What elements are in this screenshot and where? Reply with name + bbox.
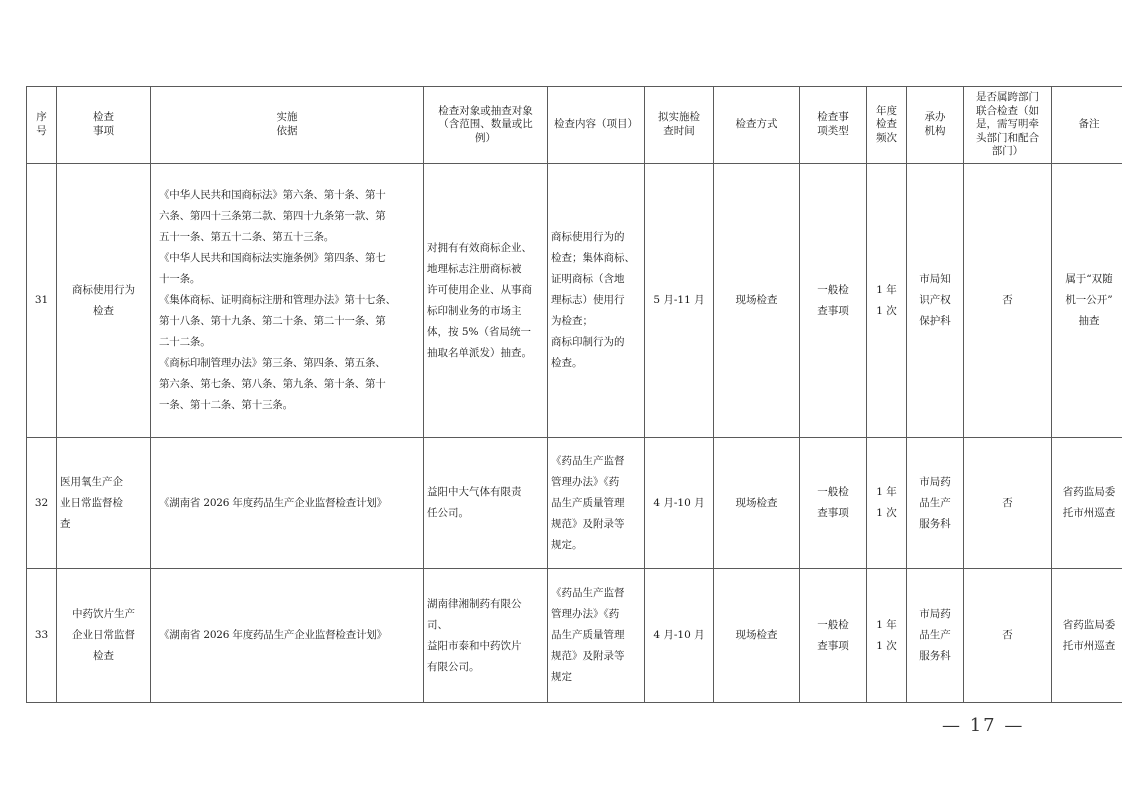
legal-basis: [151, 164, 424, 438]
cell-line: 《药品生产监督: [551, 587, 625, 599]
row-number: 33: [27, 569, 57, 703]
table-row: [27, 569, 1122, 703]
header-basis: [151, 87, 424, 164]
cell-line: 是，需写明牵: [976, 118, 1039, 131]
header-row: [27, 87, 1122, 164]
inspection-plan-table: [26, 86, 1122, 703]
cell-line: 体，按 5%（省局统一: [427, 325, 531, 338]
cell-line: 规定。: [551, 538, 583, 551]
cell-line: 一条、第十二条、第十三条。: [159, 399, 293, 411]
inspection-time: [645, 164, 714, 438]
cell-line: 规定: [551, 671, 572, 683]
cell-line: 1 次: [876, 639, 897, 652]
cell-line: 承办: [924, 111, 946, 124]
remark: [1052, 438, 1122, 569]
cell-line: 联合检查（如: [976, 104, 1039, 117]
cell-line: 现场检查: [735, 496, 778, 509]
annual-frequency: [867, 164, 907, 438]
cell-line: 《湖南省 2026 年度药品生产企业监督检查计划》: [159, 629, 387, 641]
cell-line: 1 次: [876, 304, 897, 317]
header-time: [645, 87, 714, 164]
header-joint-inspection: [964, 87, 1052, 164]
cell-line: 抽查: [1078, 315, 1100, 327]
row-number: 31: [27, 164, 57, 438]
cell-line: 有限公司。: [427, 660, 480, 673]
cell-line: 部门）: [991, 145, 1024, 158]
header-no: [27, 87, 57, 164]
cell-line: 商标使用行为的: [551, 231, 625, 243]
inspection-item: [57, 569, 151, 703]
header-frequency: [867, 87, 907, 164]
cell-line: 商标使用行为: [72, 283, 135, 296]
cell-line: 是否属跨部门: [976, 90, 1039, 103]
header-method: [714, 87, 800, 164]
cell-line: 证明商标（含地: [551, 273, 625, 285]
cell-line: 检查；集体商标、: [551, 252, 635, 264]
inspection-item: [57, 438, 151, 569]
cell-line: 服务科: [919, 517, 951, 530]
cell-line: 拟实施检: [658, 111, 700, 124]
item-type: [800, 438, 867, 569]
cell-line: 抽取名单派发）抽查。: [427, 346, 532, 359]
cell-line: 司、: [427, 618, 448, 631]
cell-line: 现场检查: [735, 629, 778, 641]
cell-line: 检查内容（项目）: [554, 118, 638, 131]
cell-line: 一般检: [817, 486, 849, 498]
cell-line: 托市州巡查: [1062, 507, 1116, 519]
cell-line: 检查事: [817, 111, 849, 124]
cell-line: 规范》及附录等: [551, 517, 625, 530]
cell-line: 管理办法》《药: [551, 475, 620, 488]
cell-line: 检查: [876, 118, 897, 131]
cell-line: 第六条、第七条、第八条、第九条、第十条、第十: [159, 378, 386, 390]
cell-line: 检查: [93, 111, 114, 124]
cell-line: 《湖南省 2026 年度药品生产企业监督检查计划》: [159, 496, 387, 509]
cell-line: 为检查；: [551, 315, 593, 327]
inspection-method: [714, 164, 800, 438]
cell-line: 1 年: [876, 283, 897, 296]
cell-line: 《药品生产监督: [551, 454, 625, 467]
legal-basis: [151, 438, 424, 569]
legal-basis: [151, 569, 424, 703]
cell-line: 年度: [876, 104, 897, 117]
inspection-target: [424, 438, 548, 569]
annual-frequency: [867, 569, 907, 703]
table-row: [27, 164, 1122, 438]
header-type: [800, 87, 867, 164]
annual-frequency: [867, 438, 907, 569]
cell-line: 企业日常监督: [72, 629, 135, 641]
cell-line: 否: [1002, 629, 1013, 641]
cell-line: 检查方式: [735, 118, 778, 131]
cell-line: 理标志）使用行: [551, 294, 625, 306]
cell-line: 检查: [93, 304, 114, 317]
inspection-content: [548, 438, 645, 569]
inspection-method: [714, 569, 800, 703]
cell-line: 六条、第四十三条第二款、第四十九条第一款、第: [159, 210, 386, 222]
cell-line: 品生产质量管理: [551, 629, 625, 641]
inspection-target: [424, 164, 548, 438]
inspection-time: [645, 438, 714, 569]
cell-line: 《中华人民共和国商标法实施条例》第四条、第七: [159, 252, 386, 264]
cell-line: 检查: [93, 650, 114, 662]
cell-line: 托市州巡查: [1062, 639, 1116, 652]
cell-line: 管理办法》《药: [551, 608, 620, 620]
inspection-method: [714, 438, 800, 569]
header-remark: [1052, 87, 1122, 164]
inspection-content: [548, 569, 645, 703]
cell-line: 《集体商标、证明商标注册和管理办法》第十七条、: [159, 294, 396, 306]
cell-line: 市局药: [919, 608, 951, 620]
cell-line: 五十一条、第五十二条、第五十三条。: [159, 231, 335, 243]
cell-line: 否: [1002, 496, 1013, 509]
cell-line: 属于“双随: [1065, 273, 1113, 285]
cell-line: 1 次: [876, 507, 897, 519]
cell-line: 一般检: [817, 283, 849, 296]
inspection-target: [424, 569, 548, 703]
cell-line: 市局药: [919, 475, 951, 488]
cell-line: 保护科: [919, 315, 951, 327]
cell-line: 号: [36, 125, 47, 137]
cell-line: 检查。: [551, 357, 583, 369]
page-number: — 17 —: [942, 715, 1025, 736]
cell-line: （含范围、数量或比: [438, 118, 533, 131]
cell-line: 第十八条、第十九条、第二十条、第二十一条、第: [159, 315, 386, 327]
cell-line: 中药饮片生产: [72, 608, 135, 620]
cell-line: 实施: [276, 111, 298, 124]
cell-line: 1 年: [876, 618, 897, 631]
cell-line: 十一条。: [159, 273, 201, 285]
cell-line: 省药监局委: [1062, 486, 1116, 498]
cell-line: 查事项: [817, 507, 849, 519]
cell-line: 现场检查: [735, 294, 778, 306]
item-type: [800, 164, 867, 438]
cell-line: 品生产质量管理: [551, 496, 625, 509]
cell-line: 许可使用企业、从事商: [427, 283, 532, 296]
header-target: [424, 87, 548, 164]
cell-line: 查事项: [817, 304, 849, 317]
cell-line: 品生产: [919, 629, 951, 641]
cell-line: 规范》及附录等: [551, 650, 625, 662]
cell-line: 地理标志注册商标被: [427, 262, 522, 275]
cell-line: 例）: [475, 131, 496, 144]
cell-line: 项类型: [817, 125, 849, 137]
cell-line: 品生产: [919, 496, 951, 509]
cell-line: 益阳中大气体有限责: [427, 486, 522, 498]
cell-line: 《中华人民共和国商标法》第六条、第十条、第十: [159, 189, 386, 201]
inspection-item: [57, 164, 151, 438]
row-number: 32: [27, 438, 57, 569]
cell-line: 商标印制行为的: [551, 336, 625, 348]
remark: [1052, 569, 1122, 703]
joint-inspection: [964, 164, 1052, 438]
responsible-department: [907, 164, 964, 438]
cell-line: 省药监局委: [1062, 618, 1116, 631]
inspection-content: [548, 164, 645, 438]
cell-line: 头部门和配合: [976, 131, 1039, 144]
responsible-department: [907, 438, 964, 569]
cell-line: 任公司。: [427, 507, 469, 519]
cell-line: 服务科: [919, 650, 951, 662]
cell-line: 标印制业务的市场主: [427, 304, 522, 317]
cell-line: 序: [36, 111, 47, 124]
cell-line: 4 月-10 月: [653, 496, 705, 509]
header-content: [548, 87, 645, 164]
cell-line: 益阳市泰和中药饮片: [427, 639, 522, 652]
cell-line: 业日常监督检: [60, 496, 123, 509]
cell-line: 一般检: [817, 618, 849, 631]
cell-line: 1 年: [876, 486, 897, 498]
cell-line: 机构: [924, 125, 946, 137]
joint-inspection: [964, 438, 1052, 569]
cell-line: 医用氧生产企: [60, 475, 123, 488]
responsible-department: [907, 569, 964, 703]
joint-inspection: [964, 569, 1052, 703]
cell-line: 二十二条。: [159, 336, 211, 348]
cell-line: 湖南律湘制药有限公: [427, 597, 522, 610]
table-row: [27, 438, 1122, 569]
cell-line: 依据: [276, 125, 298, 137]
cell-line: 查事项: [817, 639, 849, 652]
cell-line: 检查对象或抽查对象: [438, 104, 533, 117]
cell-line: 查: [60, 517, 71, 530]
cell-line: 事项: [93, 125, 114, 137]
cell-line: 《商标印制管理办法》第三条、第四条、第五条、: [159, 357, 386, 369]
header-department: [907, 87, 964, 164]
cell-line: 5 月-11 月: [653, 294, 705, 306]
cell-line: 机一公开”: [1065, 294, 1113, 306]
cell-line: 4 月-10 月: [653, 629, 705, 641]
cell-line: 对拥有有效商标企业、: [427, 241, 532, 254]
cell-line: 查时间: [663, 125, 695, 137]
cell-line: 备注: [1078, 118, 1100, 131]
remark: [1052, 164, 1122, 438]
cell-line: 频次: [876, 131, 897, 144]
item-type: [800, 569, 867, 703]
cell-line: 市局知: [919, 273, 951, 285]
cell-line: 否: [1002, 294, 1013, 306]
header-item: [57, 87, 151, 164]
cell-line: 识产权: [919, 294, 951, 306]
inspection-time: [645, 569, 714, 703]
